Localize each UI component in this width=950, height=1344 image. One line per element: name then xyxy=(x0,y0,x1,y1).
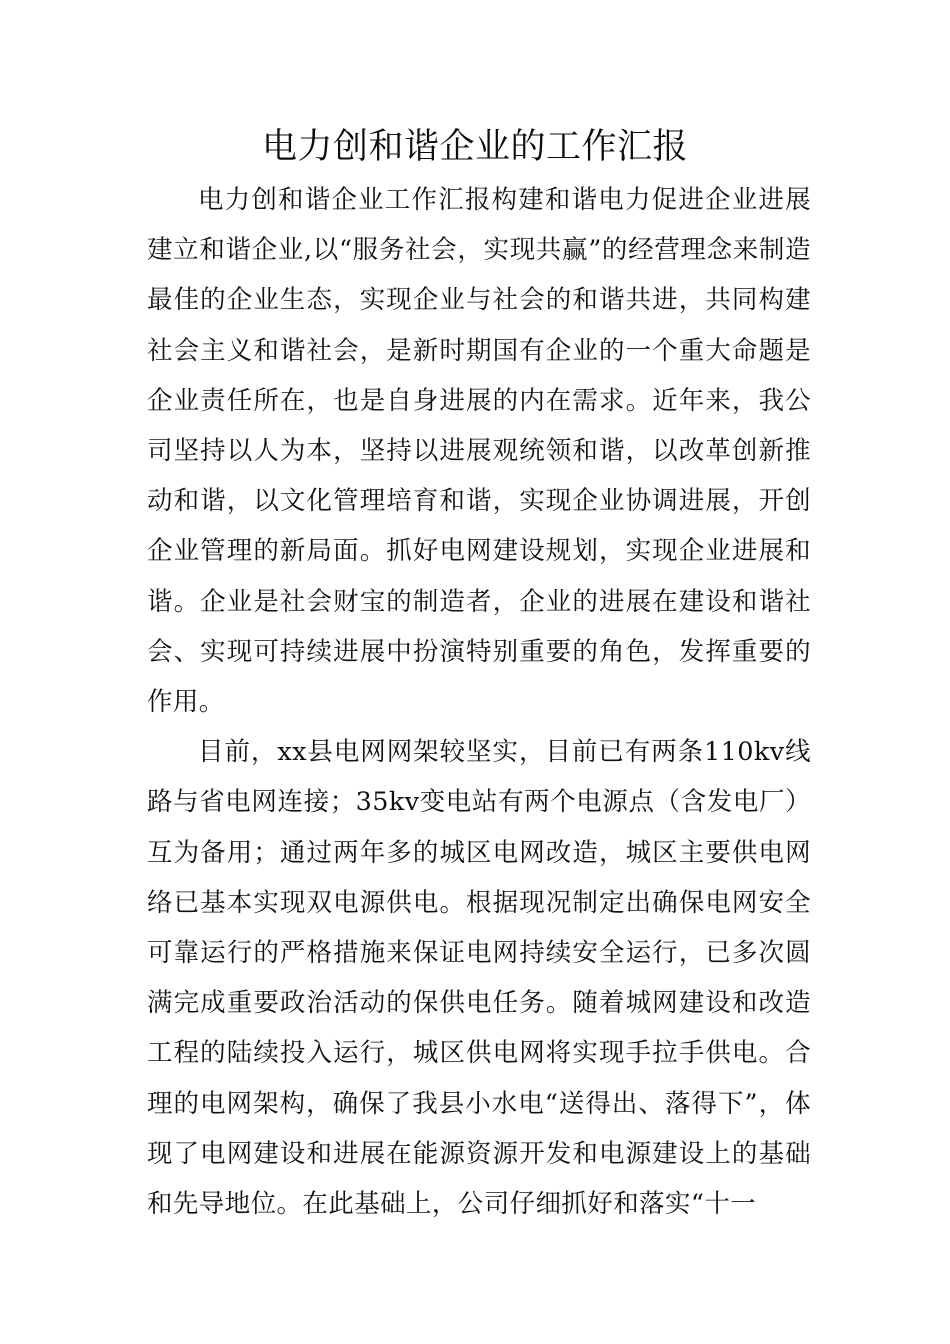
document-title: 电力创和谐企业的工作汇报 xyxy=(261,127,688,167)
document-body xyxy=(147,175,811,1229)
paragraph-1: 电力创和谐企业工作汇报构建和谐电力促进企业进展建立和谐企业,以“服务社会，实现共赢”的经营理念来制造最佳的企业生态，实现企业与社会的和谐共进，共同构建社会主义和谐社会，是新时期国有企业的一个重大命题是企业责任所在，也是自身进展的内在需求。近年来，我公司坚持以人为本，坚持以进展观统领和谐，以改革创新推动和谐，以文化管理培育和谐，实现企业协调进展，开创企业管理的新局面。抓好电网建设规划，实现企业进展和谐。企业是社会财宝的制造者，企业的进展在建设和谐社会、实现可持续进展中扮演特别重要的角色，发挥重要的作用。 xyxy=(147,185,811,718)
paragraph-2: 目前，xx县电网网架较坚实，目前已有两条110kv线路与省电网连接；35kv变电站有两个电源点（含发电厂）互为备用；通过两年多的城区电网改造，城区主要供电网络已基本实现双电源供电。根据现况制定出确保电网安全可靠运行的严格措施来保证电网持续安全运行，已多次圆满完成重要政治活动的保供电任务。随着城网建设和改造工程的陆续投入运行，城区供电网将实现手拉手供电。合理的电网架构，确保了我县小水电“送得出、落得下”，体现了电网建设和进展在能源资源开发和电源建设上的基础和先导地位。在此基础上，公司仔细抓好和落实“十一 xyxy=(147,737,811,1220)
